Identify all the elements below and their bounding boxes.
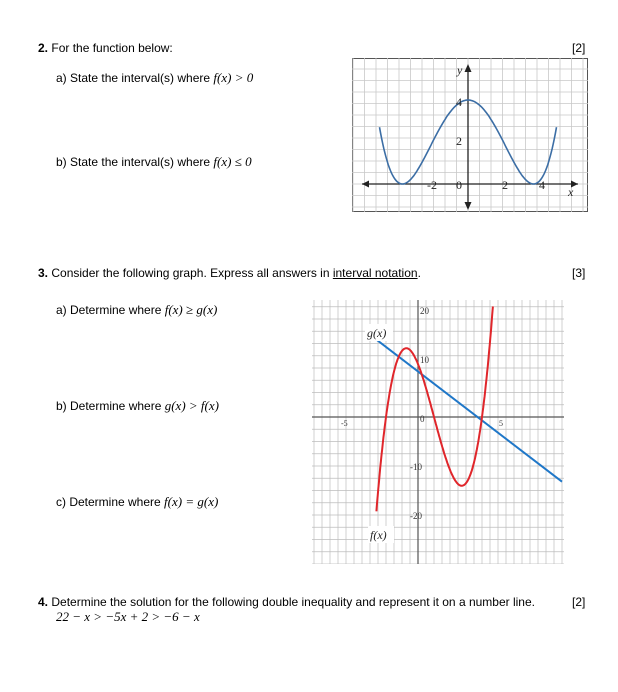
q3-part-a-label: a) Determine where xyxy=(56,303,162,317)
q2-number: 2. xyxy=(38,41,49,55)
q2-part-b-expr: f(x) ≤ 0 xyxy=(213,154,252,169)
q3-part-c xyxy=(56,494,218,510)
graph2-y-tick-neg10: -10 xyxy=(410,462,422,472)
q3-part-b-expr: g(x) > f(x) xyxy=(164,398,219,413)
graph1-x-tick-neg2: -2 xyxy=(427,178,437,192)
q2-marks: [2] xyxy=(572,41,586,55)
q2-prompt: For the function below: xyxy=(51,41,173,55)
graph1-y-tick-2: 2 xyxy=(456,134,462,148)
graph1-y-label: y xyxy=(457,63,463,77)
q3-header xyxy=(38,266,421,280)
graph2-y-tick-10: 10 xyxy=(420,355,429,365)
q3-part-c-label: c) Determine where xyxy=(56,495,161,509)
q3-fg-graph xyxy=(312,300,564,564)
q2-part-a xyxy=(56,70,253,86)
q4-inequality: 22 − x > −5x + 2 > −6 − x xyxy=(56,609,200,624)
q3-prompt: Consider the following graph. Express all answers in xyxy=(51,266,330,280)
q2-part-b xyxy=(56,154,252,170)
q4-number: 4. xyxy=(38,595,49,609)
graph2-y-tick-neg20: -20 xyxy=(410,511,422,521)
graph1-x-tick-0: 0 xyxy=(456,178,462,192)
q4-prompt: Determine the solution for the following double inequality and represent it on a number line. xyxy=(51,595,535,609)
q3-part-b xyxy=(56,398,219,414)
graph1-x-label: x xyxy=(568,185,574,199)
graph2-y-tick-0: 0 xyxy=(420,414,425,424)
graph2-f-label: f(x) xyxy=(370,528,387,542)
q2-part-b-label: b) State the interval(s) where xyxy=(56,155,211,169)
q4-header xyxy=(38,595,535,609)
graph1-y-tick-4: 4 xyxy=(456,95,462,109)
q2-header xyxy=(38,41,173,55)
q3-part-a-expr: f(x) ≥ g(x) xyxy=(164,302,218,317)
q3-part-a xyxy=(56,302,217,318)
graph1-x-tick-4: 4 xyxy=(539,178,545,192)
q3-part-b-label: b) Determine where xyxy=(56,399,162,413)
q2-part-a-expr: f(x) > 0 xyxy=(213,70,254,85)
interval-notation-link: interval notation xyxy=(332,266,418,280)
q3-part-c-expr: f(x) = g(x) xyxy=(164,494,219,509)
q2-function-graph xyxy=(352,58,588,212)
graph2-x-tick-neg5: -5 xyxy=(341,419,348,428)
q3-marks: [3] xyxy=(572,266,586,280)
q2-part-a-label: a) State the interval(s) where xyxy=(56,71,211,85)
q3-number: 3. xyxy=(38,266,49,280)
q4-marks: [2] xyxy=(572,595,586,609)
graph2-y-tick-20: 20 xyxy=(420,306,429,316)
graph2-g-label: g(x) xyxy=(367,326,387,340)
q3-prompt-end: . xyxy=(417,266,421,280)
graph2-x-tick-5: 5 xyxy=(499,419,503,428)
graph1-x-tick-2: 2 xyxy=(502,178,508,192)
